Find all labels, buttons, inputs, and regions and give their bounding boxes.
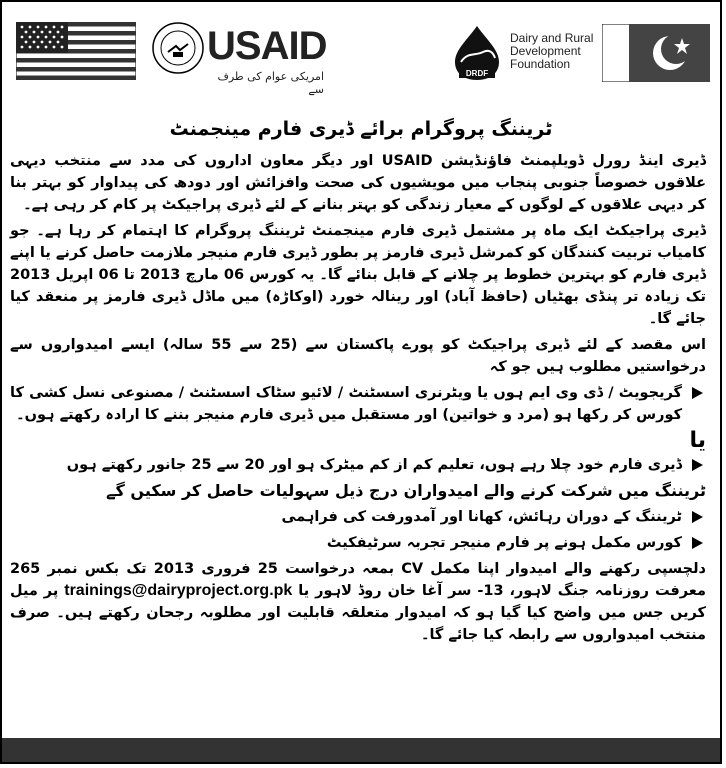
drdf-name-line3: Foundation (510, 57, 571, 71)
pakistan-flag-icon (602, 24, 710, 82)
arrow-bullet-icon (690, 510, 704, 524)
us-flag-icon (16, 22, 136, 80)
paragraph-eligibility: اس مقصد کے لئے ڈیری پراجیکٹ کو پورے پاکستان سے (25 سے 55 سالہ) ایسے امیدواروں سے درخواستیں مطلوب ہیں جو کہ (10, 337, 706, 375)
list-item (10, 532, 706, 554)
facilities-heading: ٹریننگ میں شرکت کرنے والے امیدواران درج ذیل سہولیات حاصل کر سکیں گے (106, 481, 706, 500)
arrow-bullet-icon (690, 386, 704, 400)
bullet-text: گریجویٹ / ڈی وی ایم ہوں یا ویٹرنری اسسٹنٹ / لائیو سٹاک اسسٹنٹ / مصنوعی نسل کشی کا کورس کر رکھا ہو (مرد و خواتین) اور مستقبل میں ڈیری فارم منیجر بننے کا ارادہ رکھتے ہوں۔ (10, 385, 682, 423)
paragraph-program: ڈیری پراجیکٹ ایک ماہ پر مشتمل ڈیری فارم مینجمنٹ ٹریننگ پروگرام کا اہتمام کر رہا ہے۔ جو کامیاب تربیت کنندگان کو کمرشل ڈیری فارمز پر بطور ڈیری فارم منیجر ملازمت حاصل کرنے یا اپنے ڈیری فارم کو بہترین خطوط پر چلانے کے قابل بنائے گا۔ یہ کورس 06 مارچ 2013 تا 06 اپریل 2013 تک زیادہ تر پنڈی بھٹیاں (حافظ آباد) اور رینالہ خورد (اوکاڑہ) میں ماڈل ڈیری فارمز پر منعقد کیا جائے گا۔ (10, 223, 706, 327)
drdf-name-line2: Development (510, 44, 581, 58)
ad-title: ٹریننگ پروگرام برائے ڈیری فارم مینجمنٹ (169, 118, 553, 140)
drdf-badge-text: DRDF (465, 69, 489, 78)
bullet-text: ڈیری فارم خود چلا رہے ہوں، تعلیم کم از کم میٹرک ہو اور 20 سے 25 جانور رکھتے ہوں (66, 457, 682, 473)
email-link[interactable]: trainings@dairyproject.org.pk (64, 582, 293, 599)
usaid-seal-icon (152, 22, 204, 74)
bullet-text: کورس مکمل ہونے پر فارم منیجر تجربہ سرٹیفکیٹ (326, 535, 682, 551)
closing-line1: دلچسپی رکھنے والے امیدوار اپنا مکمل CV بمعہ درخواست 25 فروری 2013 تک بکس نمبر 265 معرفت روزنامہ جنگ لاہور، 13- سر آغا خان روڈ لاہور یا (10, 561, 706, 599)
drdf-name-line1: Dairy and Rural (510, 31, 594, 45)
closing-paragraph (10, 558, 706, 646)
or-label: یا (689, 428, 706, 453)
drdf-name (510, 32, 600, 71)
usaid-tagline: امریکی عوام کی طرف سے (217, 70, 324, 96)
list-item (10, 382, 706, 426)
arrow-bullet-icon (690, 536, 704, 550)
list-item (10, 454, 706, 476)
paragraph-intro: ڈیری اینڈ رورل ڈویلپمنٹ فاؤنڈیشن USAID اور دیگر معاون اداروں کی مدد سے منتخب دیہی علاقوں خصوصاً جنوبی پنجاب میں مویشیوں کی صحت وافزائش اور دودھ کی پیداوار کو بہتر بنا کر دیہی علاقوں کے لوگوں کے معیار زندگی کو بہتر بنانے کے لئے ڈیری پراجیکٹ پر کام کر رہی ہے۔ (10, 153, 706, 213)
bullet-text: ٹریننگ کے دوران رہائش، کھانا اور آمدورفت کی فراہمی (281, 509, 682, 525)
closing-line2: پر میل کریں جس میں واضح کیا گیا ہو کہ امیدوار متعلقہ قابلیت اور مطلوبہ رجحان رکھتے ہیں۔ صرف منتخب امیدواروں سے رابطہ کیا جائے گا۔ (10, 583, 706, 643)
list-item (10, 506, 706, 528)
drdf-logo-icon (447, 22, 507, 82)
header (2, 2, 720, 102)
footer-bar (2, 738, 720, 762)
arrow-bullet-icon (690, 458, 704, 472)
ad-body (10, 150, 706, 650)
usaid-wordmark: USAID (207, 24, 327, 68)
